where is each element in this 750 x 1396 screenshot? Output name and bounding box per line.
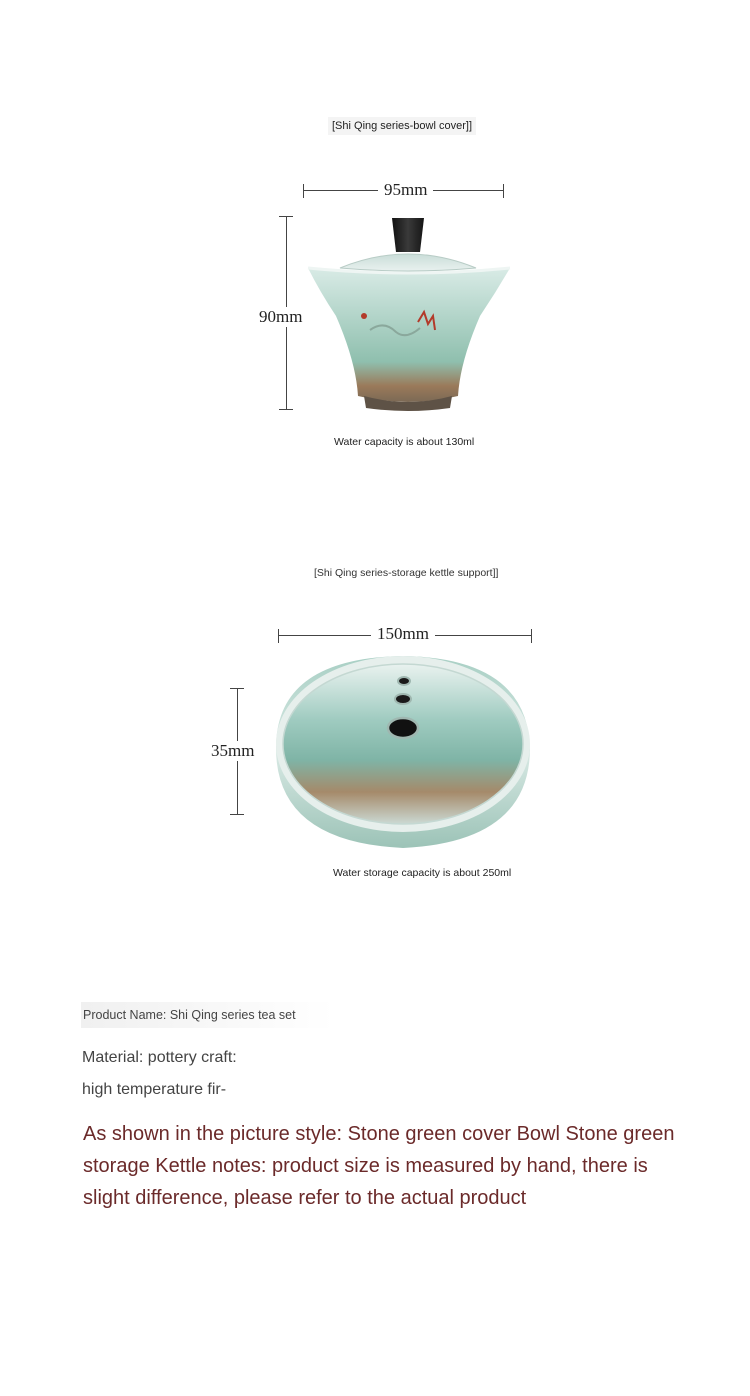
product-name: Product Name: Shi Qing series tea set — [81, 1002, 335, 1028]
material-text: Material: pottery craft: — [82, 1049, 237, 1066]
bowl-caption: [Shi Qing series-bowl cover]] — [328, 117, 476, 135]
support-width-label: 150mm — [371, 624, 435, 644]
product-note: As shown in the picture style: Stone green cover Bowl Stone green storage Kettle notes: product size is measured by hand, there is slight difference, please refer to the actual product — [83, 1123, 675, 1209]
bowl-capacity: Water capacity is about 130ml — [334, 436, 475, 448]
bowl-width-tick-right — [503, 184, 504, 198]
support-capacity: Water storage capacity is about 250ml — [333, 867, 512, 879]
bowl-height-tick-bottom — [279, 409, 293, 410]
support-height-label: 35mm — [205, 741, 260, 761]
bowl-width-tick-left — [303, 184, 304, 198]
support-height-tick-bottom — [230, 814, 244, 815]
support-width-tick-left — [278, 629, 279, 643]
bowl-width-label: 95mm — [378, 180, 433, 200]
support-width-tick-right — [531, 629, 532, 643]
kettle-support-caption: [Shi Qing series-storage kettle support]] — [314, 567, 499, 579]
bowl-height-label: 90mm — [253, 307, 308, 327]
kettle-support-image — [272, 652, 534, 857]
process-text: high temperature fir- — [82, 1081, 227, 1098]
gaiwan-bowl-image — [300, 212, 515, 412]
